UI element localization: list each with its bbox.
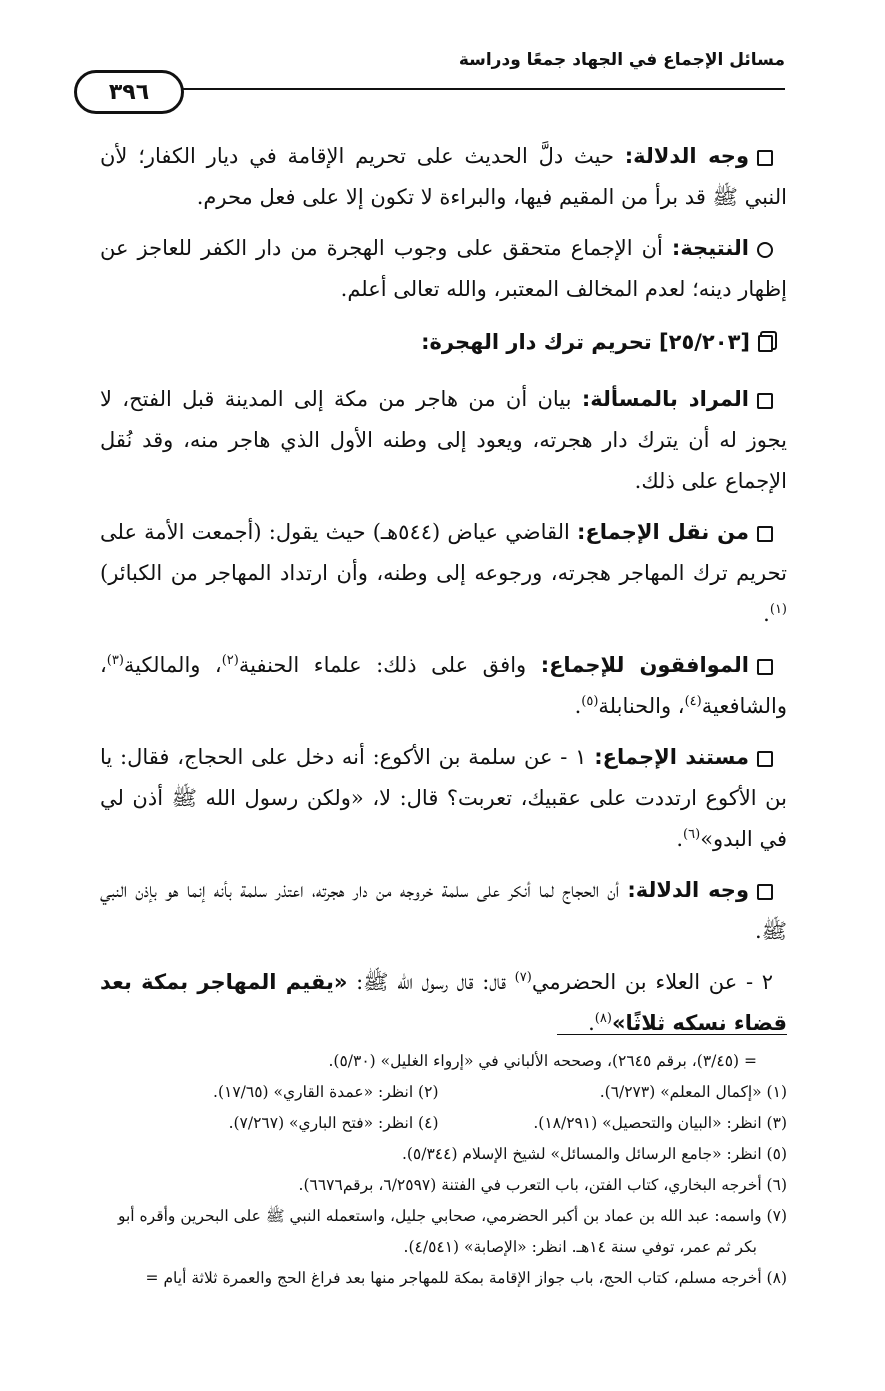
paragraph-end: . xyxy=(588,1011,595,1035)
paragraph-text: أن الحجاج لما أنكر على سلمة خروجه من دار هجرته، اعتذر سلمة بأنه إنما هو بإذن النبي ﷺ. xyxy=(100,878,787,943)
paragraph-basis xyxy=(100,737,787,860)
footnotes xyxy=(90,1046,787,1294)
footnote-4: (٤) انظر: «فتح الباري» (٧/٢٦٧). xyxy=(228,1114,439,1132)
paragraph-conclusion xyxy=(100,228,787,310)
footnote-ref[interactable]: (٨) xyxy=(594,1011,612,1026)
footnote-1: (١) «إكمال المعلم» (٦/٢٧٣). xyxy=(599,1083,787,1101)
page-number: ٣٩٦ xyxy=(74,70,184,114)
section-heading xyxy=(100,322,787,363)
section-title: [٢٥/٢٠٣] تحريم ترك دار الهجرة: xyxy=(421,330,750,354)
hadith-quote: «يقيم المهاجر بمكة بعد قضاء نسكه ثلاثًا» xyxy=(100,970,787,1035)
paragraph-lead: وجه الدلالة: xyxy=(627,878,749,902)
paragraph-lead: من نقل الإجماع: xyxy=(577,520,750,544)
footnote-divider xyxy=(557,1034,787,1035)
footnote-7: (٧) واسمه: عبد الله بن عماد بن أكبر الحضرمي، صحابي جليل، واستعمله النبي ﷺ على البحرين وأقره أبو xyxy=(117,1207,787,1225)
paragraph-text: أن الإجماع متحقق على وجوب الهجرة من دار الكفر للعاجز عن إظهار دينه؛ لعدم المخالف المعتبر، والله تعالى أعلم. xyxy=(100,236,787,301)
square-bullet-icon xyxy=(757,884,773,900)
page-header xyxy=(80,44,785,106)
header-rule xyxy=(80,88,785,90)
paragraph-lead: المراد بالمسألة: xyxy=(581,387,749,411)
running-title: مسائل الإجماع في الجهاد جمعًا ودراسة xyxy=(458,50,785,70)
square-bullet-icon xyxy=(757,393,773,409)
footnote-8: (٨) أخرجه مسلم، كتاب الحج، باب جواز الإقامة بمكة للمهاجر منها بعد فراغ الحج والعمرة ثلاثة أيام = xyxy=(145,1269,787,1287)
paragraph-lead: مستند الإجماع: xyxy=(594,745,749,769)
paragraph-hadith-2 xyxy=(100,962,787,1044)
paragraph-text: قال: قال رسول الله ﷺ: xyxy=(347,970,515,994)
footnote-row xyxy=(90,1108,787,1139)
footnote-2: (٢) انظر: «عمدة القاري» (١٧/٦٥). xyxy=(213,1083,439,1101)
footnote-5: (٥) انظر: «جامع الرسائل والمسائل» لشيخ الإسلام (٥/٣٤٤). xyxy=(401,1145,787,1163)
paragraph-text: وافق على ذلك: علماء الحنفية xyxy=(238,653,541,677)
paragraph-text: ٢ - عن العلاء بن الحضرمي xyxy=(531,970,773,994)
footnote-ref[interactable]: (٧) xyxy=(514,970,532,985)
paragraph-end: . xyxy=(574,694,582,718)
paragraph-lead: النتيجة: xyxy=(671,236,749,260)
paragraph-end: . xyxy=(676,827,684,851)
footnote-ref[interactable]: (٤) xyxy=(684,694,702,709)
page-body xyxy=(100,136,787,1054)
paragraph-lead: وجه الدلالة: xyxy=(624,144,749,168)
paragraph-text: بيان أن من هاجر من مكة إلى المدينة قبل الفتح، لا يجوز له أن يترك دار هجرته، ويعود إلى وطنه الأول الذي هاجر منه، وقد نُقل الإجماع على ذلك. xyxy=(100,387,787,493)
paragraph-text: ، والحنابلة xyxy=(598,694,685,718)
footnote-ref[interactable]: (٦) xyxy=(683,827,701,842)
paragraph-lead: الموافقون للإجماع: xyxy=(540,653,749,677)
paragraph-text: ، والشافعية xyxy=(100,653,787,718)
paragraph-agreeing xyxy=(100,645,787,727)
paragraph-meaning xyxy=(100,379,787,502)
square-bullet-icon xyxy=(757,751,773,767)
paragraph-text: ، والمالكية xyxy=(123,653,222,677)
square-bullet-icon xyxy=(757,150,773,166)
footnote-ref[interactable]: (١) xyxy=(769,602,787,617)
square-bullet-icon xyxy=(757,659,773,675)
circle-bullet-icon xyxy=(757,242,773,258)
footnote-6: (٦) أخرجه البخاري، كتاب الفتن، باب التعرب في الفتنة (٦/٢٥٩٧، برقم٦٦٧٦). xyxy=(298,1176,787,1194)
footnote-3: (٣) انظر: «البيان والتحصيل» (١٨/٢٩١). xyxy=(533,1114,787,1132)
paragraph-end: . xyxy=(763,602,770,626)
footnote-ref[interactable]: (٢) xyxy=(221,653,239,668)
footnote-ref[interactable]: (٥) xyxy=(581,694,599,709)
paragraph-text: حيث دلَّ الحديث على تحريم الإقامة في ديار الكفار؛ لأن النبي ﷺ قد برأ من المقيم فيها، والبراءة لا تكون إلا على فعل محرم. xyxy=(100,144,787,209)
footnote-row xyxy=(90,1077,787,1108)
paragraph-text: القاضي عياض (٥٤٤هـ) حيث يقول: (أجمعت الأمة على تحريم ترك المهاجر هجرته، ورجوعه إلى وطنه، وأن ارتداد المهاجر من الكبائر) xyxy=(100,520,787,585)
paragraph-indication-1 xyxy=(100,136,787,218)
footnote-7-continued: بكر ثم عمر، توفي سنة ١٤هـ. انظر: «الإصابة» (٤/٥٤١). xyxy=(403,1238,757,1256)
footnote-continuation: = (٣/٤٥)، برقم ٢٦٤٥)، وصححه الألباني في «إرواء الغليل» (٥/٣٠). xyxy=(328,1052,757,1070)
footnote-ref[interactable]: (٣) xyxy=(106,653,124,668)
pages-icon xyxy=(758,335,773,352)
square-bullet-icon xyxy=(757,526,773,542)
paragraph-indication-2 xyxy=(100,870,787,952)
paragraph-text: ١ - عن سلمة بن الأكوع: أنه دخل على الحجاج، فقال: يا بن الأكوع ارتددت على عقبيك، تعربت؟ قال: لا، «ولكن رسول الله ﷺ أذن لي في البدو» xyxy=(100,745,787,851)
paragraph-transmitters xyxy=(100,512,787,635)
